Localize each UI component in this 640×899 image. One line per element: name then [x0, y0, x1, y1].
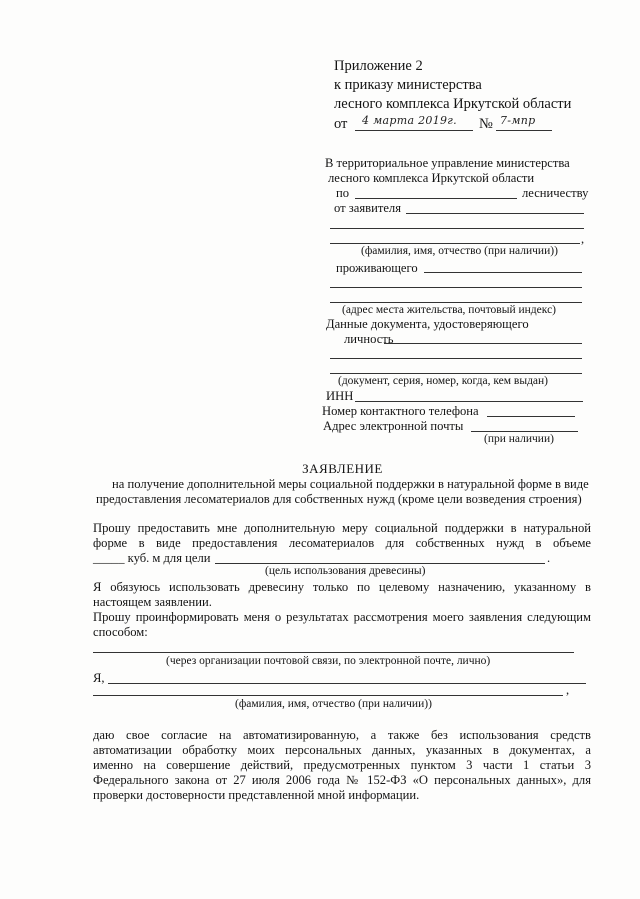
request-line-1: Прошу предоставить мне дополнительную меру социальной поддержки в натуральной: [93, 521, 591, 535]
statement-subtitle-2: предоставления лесоматериалов для собственных нужд (кроме цели возведения строения): [96, 492, 582, 506]
phone-label: Номер контактного телефона: [322, 404, 479, 418]
statement-title: ЗАЯВЛЕНИЕ: [302, 461, 383, 476]
consent-line-1: даю свое согласие на автоматизированную, а также без использования средств: [93, 728, 591, 742]
email-label: Адрес электронной почты: [323, 419, 464, 433]
notify-line-1: Прошу проинформировать меня о результатах рассмотрения моего заявления следующим: [93, 610, 591, 624]
email-field[interactable]: [471, 431, 578, 432]
residing-label: проживающего: [336, 261, 418, 275]
document-field-1[interactable]: [384, 343, 582, 344]
number-underline: [496, 130, 552, 131]
purpose-field[interactable]: [215, 563, 545, 564]
date-underline: [355, 130, 473, 131]
address-field-1[interactable]: [424, 272, 582, 273]
appendix-date-prefix: от: [334, 116, 348, 132]
po-label: по: [336, 186, 350, 200]
forestry-label: лесничеству: [522, 186, 589, 200]
number-sign: №: [479, 116, 493, 132]
consent-fio-caption: (фамилия, имя, отчество (при наличии)): [235, 698, 432, 710]
if-any-caption: (при наличии): [484, 433, 554, 445]
address-caption: (адрес места жительства, почтовый индекс): [342, 304, 556, 316]
notify-method-field[interactable]: [93, 652, 574, 653]
document-label: Данные документа, удостоверяющего: [326, 317, 529, 331]
inn-label: ИНН: [326, 389, 354, 403]
consent-name-field-1[interactable]: [108, 683, 586, 684]
consent-name-field-2[interactable]: [93, 695, 563, 696]
consent-line-5: проверки достоверности представленной мной информации.: [93, 788, 420, 802]
statement-subtitle-1: на получение дополнительной меры социальной поддержки в натуральной форме в виде: [112, 477, 589, 491]
fio-caption: (фамилия, имя, отчество (при наличии)): [361, 245, 558, 257]
forestry-field[interactable]: [355, 198, 517, 199]
consent-line-4: Федерального закона от 27 июля 2006 года № 152-ФЗ «О персональных данных», для: [93, 773, 591, 787]
ya-label: Я,: [93, 671, 105, 685]
consent-comma: ,: [566, 683, 570, 697]
consent-line-3: именно на совершение действий, предусмотренных пунктом 3 части 1 статьи 3: [93, 758, 591, 772]
address-field-2[interactable]: [330, 287, 582, 288]
applicant-field-2[interactable]: [330, 228, 584, 229]
applicant-field-3[interactable]: [330, 243, 580, 244]
identity-label: личность: [344, 332, 394, 346]
consent-line-2: автоматизации обработку моих персональных данных, указанных в документах, а: [93, 743, 591, 757]
from-applicant-label: от заявителя: [334, 201, 401, 215]
address-field-3[interactable]: [330, 302, 582, 303]
handwritten-date: 4 марта 2019г.: [362, 114, 457, 127]
purpose-caption: (цель использования древесины): [265, 565, 426, 577]
document-field-2[interactable]: [330, 358, 582, 359]
purpose-dot: .: [547, 551, 551, 565]
applicant-comma: ,: [581, 232, 585, 246]
obligation-line-1: Я обязуюсь использовать древесину только по целевому назначению, указанному в: [93, 580, 591, 594]
volume-label: _____ куб. м для цели: [93, 551, 211, 565]
request-line-2: форме в виде предоставления лесоматериалов для собственных нужд в объеме: [93, 536, 591, 550]
phone-field[interactable]: [487, 416, 575, 417]
applicant-field-1[interactable]: [406, 213, 584, 214]
addressee-line1: В территориальное управление министерства: [325, 156, 570, 170]
handwritten-number: 7-мпр: [500, 114, 536, 127]
appendix-title: Приложение 2: [334, 58, 423, 74]
document-caption: (документ, серия, номер, когда, кем выдан): [338, 375, 549, 387]
inn-field[interactable]: [355, 401, 583, 402]
addressee-line2: лесного комплекса Иркутской области: [328, 171, 535, 185]
obligation-line-2: настоящем заявлении.: [93, 595, 212, 609]
document-field-3[interactable]: [330, 373, 582, 374]
notify-method-caption: (через организации почтовой связи, по электронной почте, лично): [166, 655, 491, 667]
appendix-order-line: к приказу министерства: [334, 77, 482, 93]
notify-line-2: способом:: [93, 625, 148, 639]
appendix-ministry-line: лесного комплекса Иркутской области: [334, 96, 572, 112]
